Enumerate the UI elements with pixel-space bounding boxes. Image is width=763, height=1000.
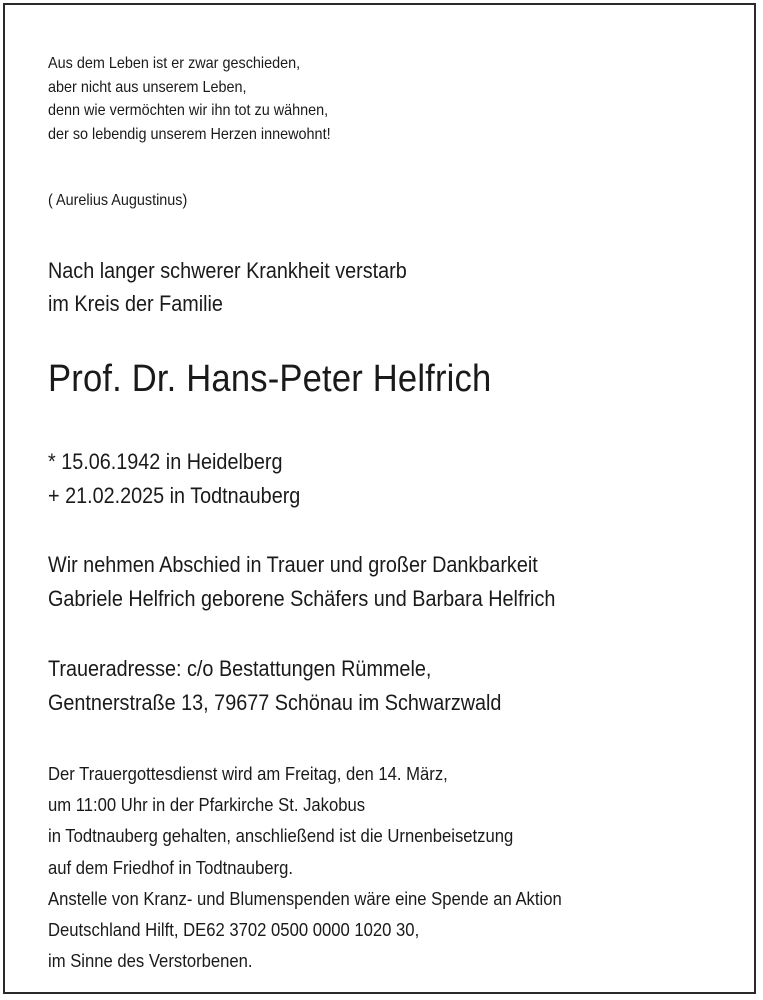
- mourners-block: [48, 548, 555, 616]
- address-line: Gentnerstraße 13, 79677 Schönau im Schwarzwald: [48, 690, 502, 715]
- service-line: im Sinne des Verstorbenen.: [48, 950, 253, 972]
- service-line: um 11:00 Uhr in der Pfarkirche St. Jakobus: [48, 794, 366, 816]
- quote-attribution: [48, 190, 187, 212]
- mourners-line: Gabriele Helfrich geborene Schäfers und Barbara Helfrich: [48, 586, 556, 611]
- intro-block: [48, 254, 407, 320]
- mourners-line: Wir nehmen Abschied in Trauer und großer Dankbarkeit: [48, 552, 538, 577]
- quote-line: der so lebendig unserem Herzen innewohnt!: [48, 125, 331, 143]
- service-line: auf dem Friedhof in Todtnauberg.: [48, 856, 293, 878]
- service-line: Der Trauergottesdienst wird am Freitag, den 14. März,: [48, 763, 448, 784]
- service-line: Anstelle von Kranz- und Blumenspenden wäre eine Spende an Aktion: [48, 887, 562, 909]
- service-line: Deutschland Hilft, DE62 3702 0500 0000 1020 30,: [48, 919, 420, 941]
- intro-line: Nach langer schwerer Krankheit verstarb: [48, 258, 407, 283]
- deceased-name-text: Prof. Dr. Hans-Peter Helfrich: [48, 358, 492, 400]
- quote-line: denn wie vermöchten wir ihn tot zu wähnen,: [48, 102, 329, 120]
- intro-line: im Kreis der Familie: [48, 291, 223, 316]
- quote-line: aber nicht aus unserem Leben,: [48, 78, 247, 96]
- birth-date: * 15.06.1942 in Heidelberg: [48, 449, 283, 474]
- mourning-address: [48, 652, 501, 720]
- address-line: Traueradresse: c/o Bestattungen Rümmele,: [48, 656, 432, 681]
- quote-attribution-text: ( Aurelius Augustinus): [48, 192, 188, 209]
- deceased-name: [48, 355, 491, 403]
- service-details: [48, 758, 562, 976]
- service-line: in Todtnauberg gehalten, anschließend ist die Urnenbeisetzung: [48, 825, 514, 847]
- life-dates: [48, 445, 300, 513]
- quote-line: Aus dem Leben ist er zwar geschieden,: [48, 55, 301, 72]
- quote-block: [48, 52, 331, 146]
- death-date: + 21.02.2025 in Todtnauberg: [48, 483, 301, 508]
- obituary-frame: [3, 3, 756, 994]
